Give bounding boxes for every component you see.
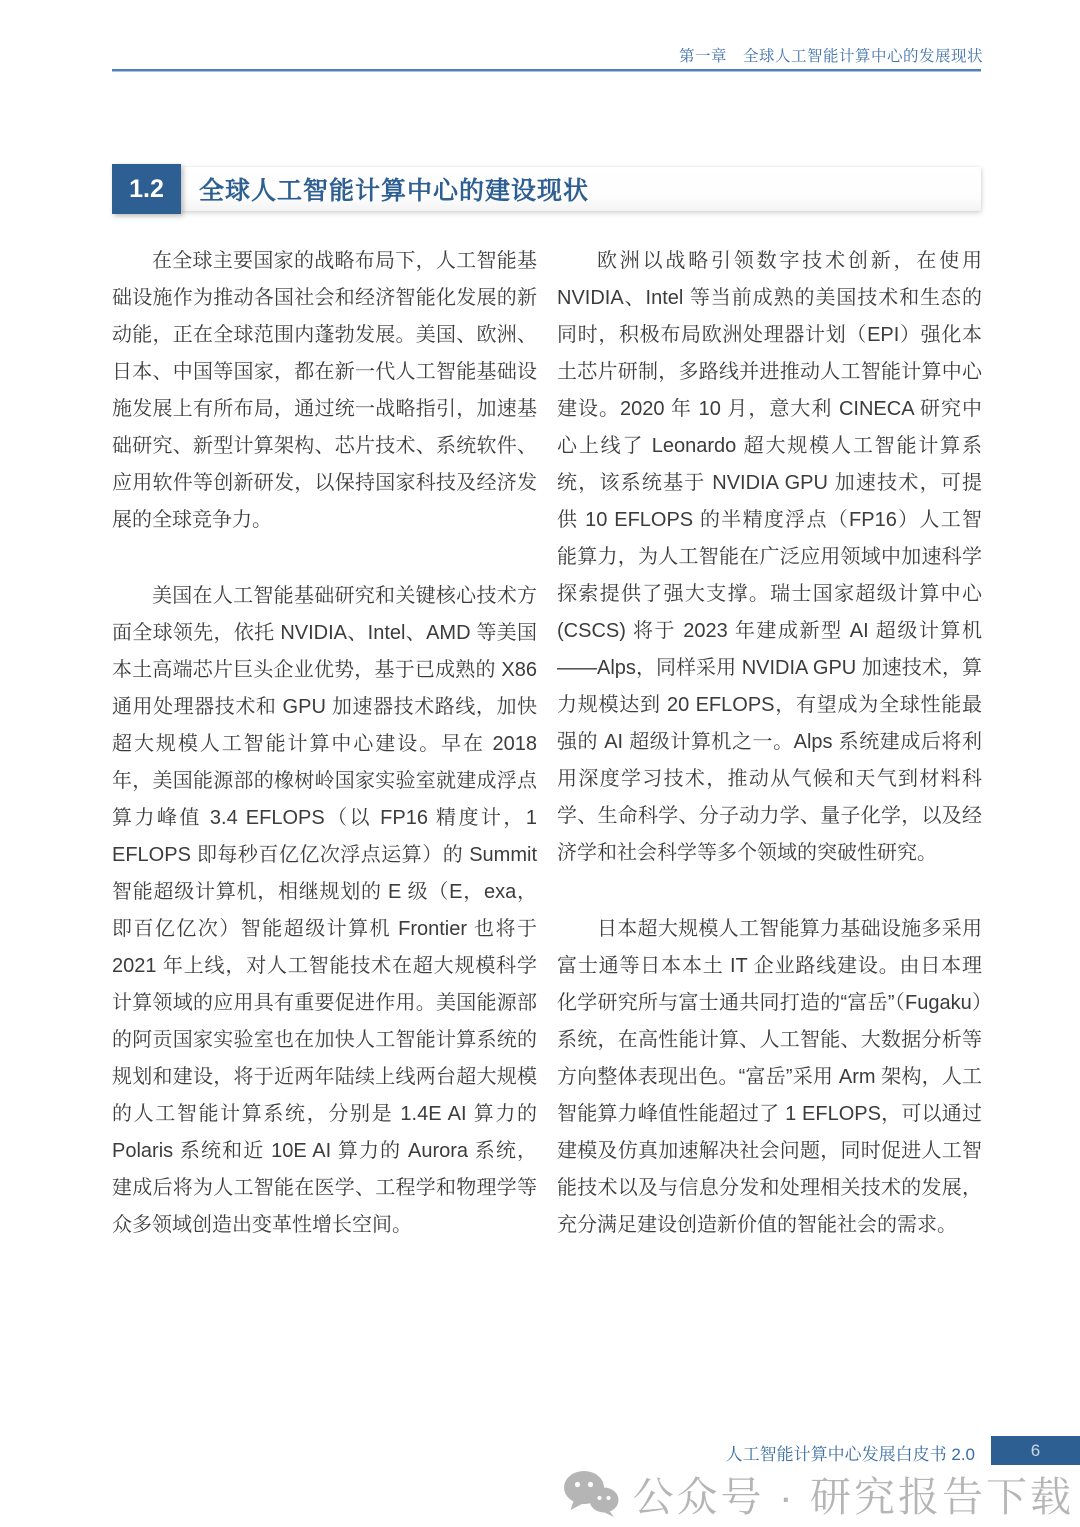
watermark-text: 公众号 · 研究报告下载 <box>632 1474 1074 1520</box>
section-heading <box>112 164 981 214</box>
paragraph: 欧洲以战略引领数字技术创新，在使用 NVIDIA、Intel 等当前成熟的美国技术和生态的同时，积极布局欧洲处理器计划（EPI）强化本土芯片研制，多路线并进推动人工智能计算中心建设。2020 年 10 月，意大利 CINECA 研究中心上线了 Leonardo 超大规模人工智能计算系统，该系统基于 NVIDIA GPU 加速技术，可提供 10 EFLOPS 的半精度浮点（FP16）人工智能算力，为人工智能在广泛应用领域中加速科学探索提供了强大支撑。瑞士国家超级计算中心 (CSCS) 将于 2023 年建成新型 AI 超级计算机——Alps，同样采用 NVIDIA GPU 加速技术，算力规模达到 20 EFLOPS，有望成为全球性能最强的 AI 超级计算机之一。Alps 系统建成后将利用深度学习技术，推动从气候和天气到材料科学、生命科学、分子动力学、量子化学，以及经济学和社会科学等多个领域的突破性研究。 <box>557 250 982 864</box>
page-number-badge <box>991 1436 1080 1465</box>
wechat-icon <box>563 1470 619 1517</box>
running-head-chapter: 第一章 全球人工智能计算中心的发展现状 <box>678 48 983 65</box>
paragraph: 日本超大规模人工智能算力基础设施多采用富士通等日本本土 IT 企业路线建设。由日本理化学研究所与富士通共同打造的“富岳”（Fugaku）系统，在高性能计算、人工智能、大数据分析等方向整体表现出色。“富岳”采用 Arm 架构，人工智能算力峰值性能超过了 1 EFLOPS，可以通过建模及仿真加速解决社会问题，同时促进人工智能技术以及与信息分发和处理相关技术的发展，充分满足建设创造新价值的智能社会的需求。 <box>557 918 982 1236</box>
paragraph: 美国在人工智能基础研究和关键核心技术方面全球领先，依托 NVIDIA、Intel、AMD 等美国本土高端芯片巨头企业优势，基于已成熟的 X86 通用处理器技术和 GPU 加速器技术路线，加快超大规模人工智能计算中心建设。早在 2018 年，美国能源部的橡树岭国家实验室就建成浮点算力峰值 3.4 EFLOPS（以 FP16 精度计，1 EFLOPS 即每秒百亿亿次浮点运算）的 Summit 智能超级计算机，相继规划的 E 级（E，exa，即百亿亿次）智能超级计算机 Frontier 也将于 2021 年上线，对人工智能技术在超大规模科学计算领域的应用具有重要促进作用。美国能源部的阿贡国家实验室也在加快人工智能计算系统的规划和建设，将于近两年陆续上线两台超大规模的人工智能计算系统，分别是 1.4E AI 算力的 Polaris 系统和近 10E AI 算力的 Aurora 系统，建成后将为人工智能在医学、工程学和物理学等众多领域创造出变革性增长空间。 <box>112 585 537 1236</box>
page-number: 6 <box>1030 1440 1041 1460</box>
section-title: 全球人工智能计算中心的建设现状 <box>181 167 981 211</box>
footer-book-title: 人工智能计算中心发展白皮书 2.0 <box>725 1445 975 1464</box>
right-column <box>557 243 982 1283</box>
left-column <box>112 243 537 1283</box>
watermark <box>563 1464 1074 1523</box>
section-number: 1.2 <box>112 164 181 214</box>
paragraph: 在全球主要国家的战略布局下，人工智能基础设施作为推动各国社会和经济智能化发展的新动能，正在全球范围内蓬勃发展。美国、欧洲、日本、中国等国家，都在新一代人工智能基础设施发展上有所布局，通过统一战略指引，加速基础研究、新型计算架构、芯片技术、系统软件、应用软件等创新研发，以保持国家科技及经济发展的全球竞争力。 <box>112 250 537 531</box>
body-columns <box>112 243 982 1283</box>
header-rule <box>112 69 981 72</box>
